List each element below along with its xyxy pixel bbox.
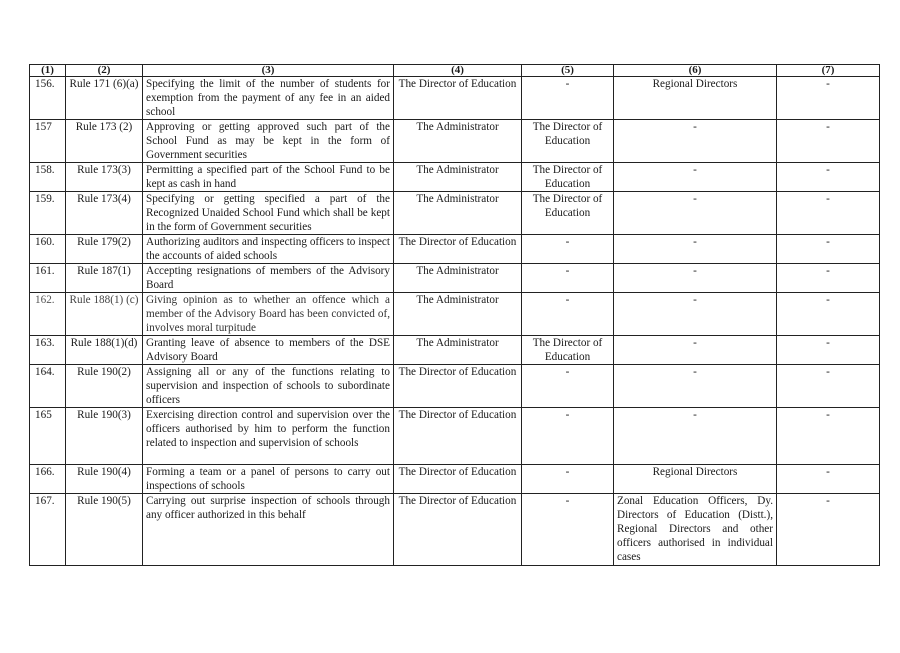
rule-reference: Rule 190(2) <box>66 365 143 408</box>
header-col-4: (4) <box>394 65 522 77</box>
col7-authority: - <box>777 77 880 120</box>
col4-authority: The Administrator <box>394 163 522 192</box>
delegation-table <box>29 64 880 566</box>
header-col-2: (2) <box>66 65 143 77</box>
col4-authority: The Administrator <box>394 293 522 336</box>
row-number: 158. <box>30 163 66 192</box>
col4-authority: The Administrator <box>394 336 522 365</box>
col7-authority: - <box>777 336 880 365</box>
table-row <box>30 365 880 408</box>
col6-authority: - <box>614 264 777 293</box>
power-description: Specifying or getting specified a part of the Recognized Unaided School Fund which shall be kept in the form of Government securities <box>143 192 394 235</box>
table-row <box>30 408 880 465</box>
power-description: Carrying out surprise inspection of schools through any officer authorized in this behalf <box>143 494 394 566</box>
power-description: Authorizing auditors and inspecting officers to inspect the accounts of aided schools <box>143 235 394 264</box>
power-description: Forming a team or a panel of persons to carry out inspections of schools <box>143 465 394 494</box>
power-description: Specifying the limit of the number of students for exemption from the payment of any fee in an aided school <box>143 77 394 120</box>
row-number: 160. <box>30 235 66 264</box>
table-row <box>30 77 880 120</box>
table-row <box>30 264 880 293</box>
col6-authority: - <box>614 235 777 264</box>
header-col-7: (7) <box>777 65 880 77</box>
col5-authority: - <box>522 408 614 465</box>
col4-authority: The Director of Education <box>394 465 522 494</box>
rule-reference: Rule 173(4) <box>66 192 143 235</box>
col5-authority: - <box>522 494 614 566</box>
table-row <box>30 336 880 365</box>
col5-authority: The Director of Education <box>522 163 614 192</box>
col7-authority: - <box>777 264 880 293</box>
rule-reference: Rule 173(3) <box>66 163 143 192</box>
col4-authority: The Director of Education <box>394 77 522 120</box>
power-description: Giving opinion as to whether an offence which a member of the Advisory Board has been convicted of, involves moral turpitude <box>143 293 394 336</box>
table-row <box>30 293 880 336</box>
col7-authority: - <box>777 494 880 566</box>
col7-authority: - <box>777 408 880 465</box>
row-number: 164. <box>30 365 66 408</box>
col5-authority: - <box>522 365 614 408</box>
header-row <box>30 65 880 77</box>
power-description: Assigning all or any of the functions relating to supervision and inspection of schools to subordinate officers <box>143 365 394 408</box>
col4-authority: The Administrator <box>394 120 522 163</box>
col4-authority: The Director of Education <box>394 408 522 465</box>
col5-authority: - <box>522 465 614 494</box>
row-number: 159. <box>30 192 66 235</box>
col7-authority: - <box>777 465 880 494</box>
rule-reference: Rule 187(1) <box>66 264 143 293</box>
col5-authority: The Director of Education <box>522 120 614 163</box>
col7-authority: - <box>777 192 880 235</box>
power-description: Granting leave of absence to members of the DSE Advisory Board <box>143 336 394 365</box>
rule-reference: Rule 190(4) <box>66 465 143 494</box>
row-number: 167. <box>30 494 66 566</box>
col5-authority: - <box>522 235 614 264</box>
header-col-1: (1) <box>30 65 66 77</box>
row-number: 163. <box>30 336 66 365</box>
col6-authority: Zonal Education Officers, Dy. Directors of Education (Distt.), Regional Directors and other officers authorised in individual cases <box>614 494 777 566</box>
col4-authority: The Administrator <box>394 192 522 235</box>
rule-reference: Rule 190(3) <box>66 408 143 465</box>
header-col-5: (5) <box>522 65 614 77</box>
table-row <box>30 163 880 192</box>
col6-authority: - <box>614 408 777 465</box>
col7-authority: - <box>777 293 880 336</box>
row-number: 162. <box>30 293 66 336</box>
table-row <box>30 465 880 494</box>
power-description: Exercising direction control and supervision over the officers authorised by him to perform the function related to inspection and supervision of schools <box>143 408 394 465</box>
rule-reference: Rule 171 (6)(a) <box>66 77 143 120</box>
rule-reference: Rule 179(2) <box>66 235 143 264</box>
col4-authority: The Director of Education <box>394 365 522 408</box>
col7-authority: - <box>777 365 880 408</box>
rule-reference: Rule 190(5) <box>66 494 143 566</box>
col6-authority: - <box>614 163 777 192</box>
header-col-3: (3) <box>143 65 394 77</box>
table-row <box>30 192 880 235</box>
table-row <box>30 235 880 264</box>
col6-authority: Regional Directors <box>614 77 777 120</box>
power-description: Accepting resignations of members of the Advisory Board <box>143 264 394 293</box>
col6-authority: - <box>614 192 777 235</box>
power-description: Approving or getting approved such part of the School Fund as may be kept in the form of Government securities <box>143 120 394 163</box>
row-number: 156. <box>30 77 66 120</box>
col6-authority: Regional Directors <box>614 465 777 494</box>
col5-authority: - <box>522 77 614 120</box>
table-row <box>30 494 880 566</box>
col4-authority: The Director of Education <box>394 235 522 264</box>
row-number: 157 <box>30 120 66 163</box>
col5-authority: The Director of Education <box>522 192 614 235</box>
col7-authority: - <box>777 235 880 264</box>
col6-authority: - <box>614 336 777 365</box>
rule-reference: Rule 188(1)(d) <box>66 336 143 365</box>
col6-authority: - <box>614 120 777 163</box>
col4-authority: The Director of Education <box>394 494 522 566</box>
rule-reference: Rule 188(1) (c) <box>66 293 143 336</box>
col6-authority: - <box>614 365 777 408</box>
row-number: 166. <box>30 465 66 494</box>
col5-authority: - <box>522 264 614 293</box>
row-number: 161. <box>30 264 66 293</box>
col5-authority: The Director of Education <box>522 336 614 365</box>
col7-authority: - <box>777 120 880 163</box>
col5-authority: - <box>522 293 614 336</box>
col4-authority: The Administrator <box>394 264 522 293</box>
col6-authority: - <box>614 293 777 336</box>
header-col-6: (6) <box>614 65 777 77</box>
table-row <box>30 120 880 163</box>
rule-reference: Rule 173 (2) <box>66 120 143 163</box>
col7-authority: - <box>777 163 880 192</box>
row-number: 165 <box>30 408 66 465</box>
power-description: Permitting a specified part of the School Fund to be kept as cash in hand <box>143 163 394 192</box>
